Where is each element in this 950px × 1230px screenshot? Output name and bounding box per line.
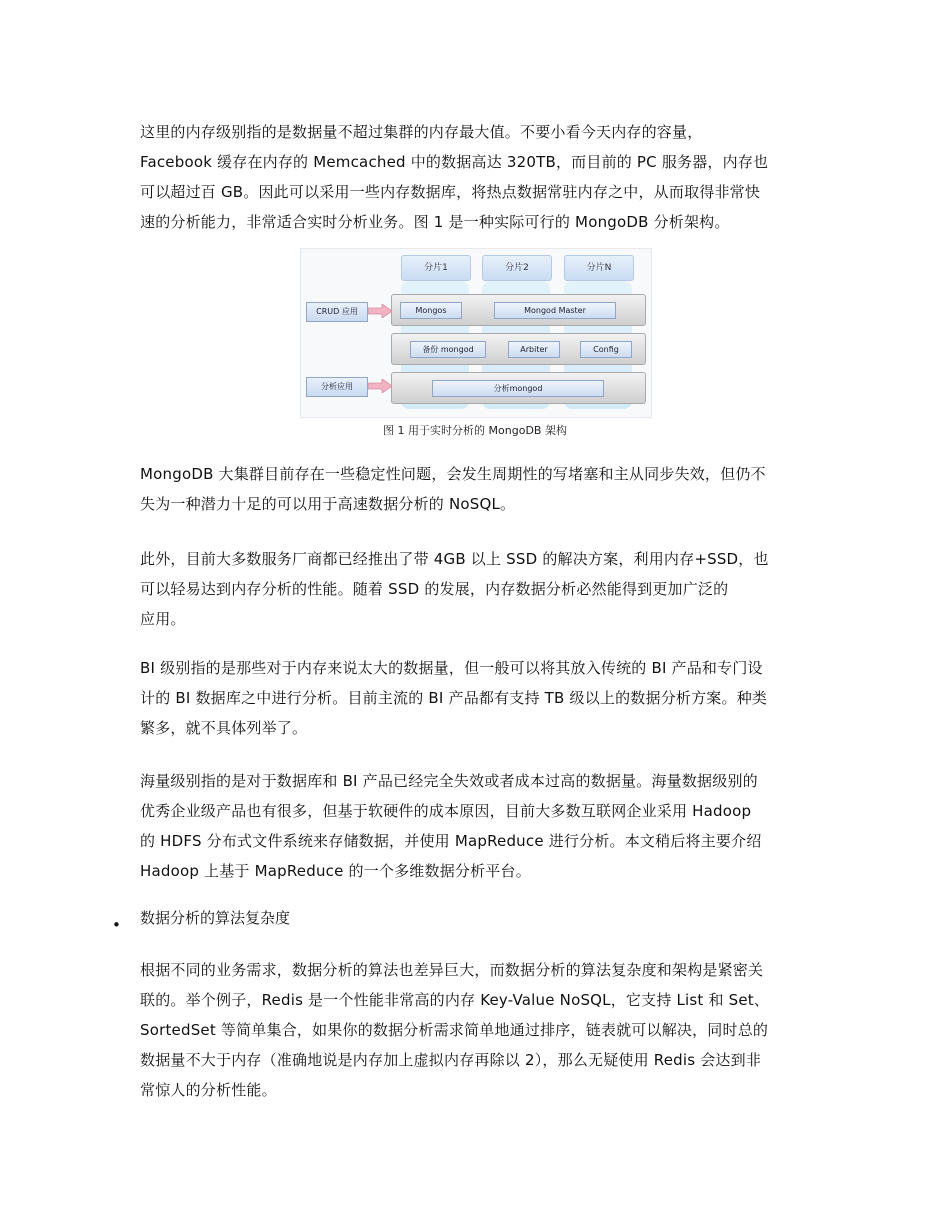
backup-mongod-box: 备份 mongod xyxy=(410,341,486,358)
mongos-box: Mongos xyxy=(400,302,462,319)
paragraph-bi-level xyxy=(140,653,810,743)
text-line: 海量级别指的是对于数据库和 BI 产品已经完全失效或者成本过高的数据量。海量数据级别的 xyxy=(140,772,758,790)
arbiter-box: Arbiter xyxy=(508,341,560,358)
crud-app-box: CRUD 应用 xyxy=(306,302,368,322)
shard-1-label: 分片1 xyxy=(401,255,471,281)
text-line: 可以轻易达到内存分析的性能。随着 SSD 的发展，内存数据分析必然能得到更加广泛的 xyxy=(140,580,729,598)
shard-n-label: 分片N xyxy=(564,255,634,281)
analysis-mongod-box: 分析mongod xyxy=(432,380,604,397)
text-line: 的 HDFS 分布式文件系统来存储数据，并使用 MapReduce 进行分析。本文稍后将主要介绍 xyxy=(140,832,762,850)
figure-caption: 图 1 用于实时分析的 MongoDB 架构 xyxy=(383,424,567,437)
paragraph-mongodb-note xyxy=(140,459,810,519)
paragraph-massive-level xyxy=(140,766,810,886)
text-line: BI 级别指的是那些对于内存来说太大的数据量，但一般可以将其放入传统的 BI 产品和专门设 xyxy=(140,659,763,677)
config-box: Config xyxy=(580,341,632,358)
text-line: Facebook 缓存在内存的 Memcached 中的数据高达 320TB，而目前的 PC 服务器，内存也 xyxy=(140,153,769,171)
paragraph-algorithm-complexity xyxy=(140,955,810,1105)
bullet-marker: • xyxy=(112,916,121,934)
mongodb-architecture-figure xyxy=(300,248,652,418)
text-line: 失为一种潜力十足的可以用于高速数据分析的 NoSQL。 xyxy=(140,495,516,513)
text-line: MongoDB 大集群目前存在一些稳定性问题，会发生周期性的写堵塞和主从同步失效，但仍不 xyxy=(140,465,766,483)
text-line: 数据量不大于内存（准确地说是内存加上虚拟内存再除以 2），那么无疑使用 Redis 会达到非 xyxy=(140,1051,762,1069)
text-line: 繁多，就不具体列举了。 xyxy=(140,719,308,737)
mongod-master-box: Mongod Master xyxy=(494,302,616,319)
replica-layer-band xyxy=(391,333,646,365)
analysis-app-box: 分析应用 xyxy=(306,377,368,397)
bullet-heading: 数据分析的算法复杂度 xyxy=(140,909,291,927)
text-line: Hadoop 上基于 MapReduce 的一个多维数据分析平台。 xyxy=(140,862,531,880)
text-line: 速的分析能力，非常适合实时分析业务。图 1 是一种实际可行的 MongoDB 分析架构。 xyxy=(140,213,730,231)
paragraph-memory-level xyxy=(140,117,810,237)
text-line: 优秀企业级产品也有很多，但基于软硬件的成本原因，目前大多数互联网企业采用 Hadoop xyxy=(140,802,752,820)
crud-layer-band xyxy=(391,294,646,326)
text-line: 常惊人的分析性能。 xyxy=(140,1081,277,1099)
text-line: 此外，目前大多数服务厂商都已经推出了带 4GB 以上 SSD 的解决方案，利用内存+SSD，也 xyxy=(140,550,769,568)
analysis-layer-band xyxy=(391,372,646,404)
shard-2-label: 分片2 xyxy=(482,255,552,281)
text-line: 这里的内存级别指的是数据量不超过集群的内存最大值。不要小看今天内存的容量， xyxy=(140,123,703,141)
text-line: SortedSet 等简单集合，如果你的数据分析需求简单地通过排序，链表就可以解决，同时总的 xyxy=(140,1021,769,1039)
text-line: 可以超过百 GB。因此可以采用一些内存数据库，将热点数据常驻内存之中，从而取得非常快 xyxy=(140,183,761,201)
text-line: 联的。举个例子，Redis 是一个性能非常高的内存 Key-Value NoSQL，它支持 List 和 Set、 xyxy=(140,991,770,1009)
text-line: 计的 BI 数据库之中进行分析。目前主流的 BI 产品都有支持 TB 级以上的数据分析方案。种类 xyxy=(140,689,768,707)
paragraph-ssd xyxy=(140,544,810,634)
text-line: 应用。 xyxy=(140,610,186,628)
text-line: 根据不同的业务需求，数据分析的算法也差异巨大，而数据分析的算法复杂度和架构是紧密关 xyxy=(140,961,764,979)
